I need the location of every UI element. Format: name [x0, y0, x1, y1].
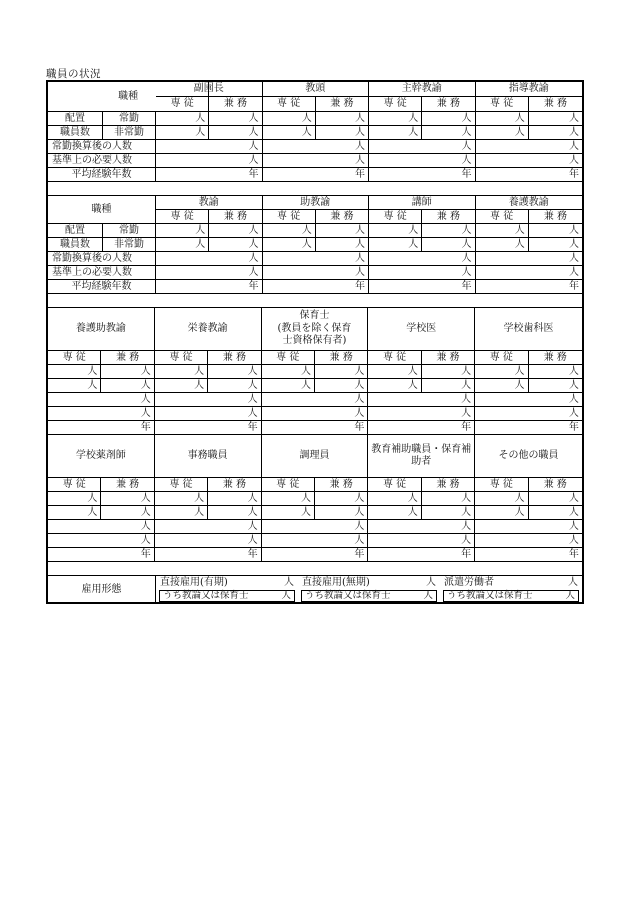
label-shokuinsu [48, 126, 156, 140]
cell: 人 [529, 126, 582, 140]
cell: 人 [263, 238, 316, 252]
cell: 人 [315, 365, 368, 379]
label-jokin: 常勤 [119, 224, 139, 236]
col-kenmu: 兼 務 [422, 478, 475, 492]
cell: 人 [369, 140, 476, 154]
cell: 人 [422, 379, 475, 393]
label-koyo-keitai: 雇用形態 [48, 576, 156, 603]
employment-grid [156, 576, 582, 603]
employment-item [156, 578, 298, 588]
hoikushi-line2: (教員を除く保育 [277, 322, 352, 334]
cell: 人 [475, 407, 582, 421]
employment-sub-item [443, 590, 579, 602]
employment-top-row [156, 576, 582, 589]
employment-sub-unit: 人 [281, 590, 291, 602]
cell: 年 [368, 421, 475, 435]
employment-item [440, 578, 582, 588]
cell: 人 [422, 365, 475, 379]
cell: 人 [208, 379, 261, 393]
col-kenmu: 兼 務 [101, 351, 154, 365]
cell: 人 [422, 224, 475, 238]
cell: 人 [369, 238, 422, 252]
cell: 人 [155, 534, 262, 548]
col-senju: 専 従 [263, 210, 316, 224]
role-header: 教頭 [263, 82, 370, 97]
employment-sub-label: うち教論又は保育士 [305, 590, 391, 602]
col-kenmu: 兼 務 [422, 97, 475, 112]
cell: 人 [475, 379, 528, 393]
col-senju: 専 従 [475, 351, 528, 365]
role-header: 養護教諭 [476, 196, 583, 210]
role-header: 講師 [369, 196, 476, 210]
col-kenmu: 兼 務 [209, 210, 262, 224]
cell: 人 [48, 520, 155, 534]
cell: 人 [209, 112, 262, 126]
cell: 人 [316, 112, 369, 126]
cell: 人 [476, 126, 529, 140]
cell: 人 [475, 393, 582, 407]
cell: 人 [156, 112, 209, 126]
cell: 人 [476, 154, 583, 168]
col-senju: 専 従 [48, 478, 101, 492]
col-senju: 専 従 [155, 478, 208, 492]
cell: 人 [209, 126, 262, 140]
cell: 人 [476, 252, 583, 266]
cell: 人 [262, 492, 315, 506]
employment-cells [156, 576, 582, 603]
cell: 人 [422, 112, 475, 126]
header-shokushu: 職種 [48, 82, 209, 112]
block-2 [48, 195, 582, 308]
employment-unit: 人 [284, 576, 294, 588]
label-hitsuyo: 基準上の必要人数 [48, 266, 156, 280]
cell: 人 [476, 112, 529, 126]
employment-sub-label: うち教論又は保育士 [447, 590, 533, 602]
cell: 人 [48, 492, 101, 506]
block-1 [48, 82, 582, 195]
cell: 人 [315, 492, 368, 506]
cell: 人 [48, 393, 155, 407]
col-senju: 専 従 [475, 478, 528, 492]
employment-unit: 人 [426, 576, 436, 588]
cell: 人 [368, 379, 421, 393]
col-kenmu: 兼 務 [422, 210, 475, 224]
col-kenmu: 兼 務 [315, 478, 368, 492]
cell: 人 [422, 492, 475, 506]
col-kenmu: 兼 務 [315, 351, 368, 365]
col-kenmu: 兼 務 [316, 97, 369, 112]
cell: 人 [529, 238, 582, 252]
cell: 年 [369, 280, 476, 294]
label-haichi-text: 配置 [48, 112, 103, 125]
cell: 人 [368, 520, 475, 534]
label-kansan: 常勤換算後の人数 [48, 140, 156, 154]
cell: 年 [475, 548, 582, 562]
employment-sub-item [159, 590, 295, 602]
cell: 人 [48, 365, 101, 379]
cell: 人 [263, 140, 370, 154]
label-keiken: 平均経験年数 [48, 280, 156, 294]
employment-item [298, 578, 440, 588]
cell: 人 [262, 534, 369, 548]
label-shokuinsu [48, 238, 156, 252]
cell: 人 [263, 266, 370, 280]
employment-sub-item [301, 590, 437, 602]
col-kenmu: 兼 務 [529, 210, 582, 224]
role-header: 学校医 [368, 308, 475, 351]
cell: 人 [155, 492, 208, 506]
cell: 人 [369, 266, 476, 280]
col-senju: 専 従 [262, 478, 315, 492]
role-header: その他の職員 [475, 435, 582, 478]
cell: 人 [263, 112, 316, 126]
employment-label: 直接雇用(無期) [302, 576, 370, 588]
col-senju: 専 従 [368, 351, 421, 365]
cell: 人 [369, 252, 476, 266]
cell: 人 [155, 393, 262, 407]
cell: 人 [529, 365, 582, 379]
cell: 人 [155, 520, 262, 534]
cell: 年 [368, 548, 475, 562]
cell: 年 [155, 421, 262, 435]
col-senju: 専 従 [263, 97, 316, 112]
role-header: 学校薬剤師 [48, 435, 155, 478]
cell: 人 [101, 506, 154, 520]
cell: 人 [155, 506, 208, 520]
col-kenmu: 兼 務 [101, 478, 154, 492]
cell: 人 [476, 140, 583, 154]
col-senju: 専 従 [476, 210, 529, 224]
staff-table [46, 80, 584, 604]
cell: 人 [422, 238, 475, 252]
cell: 人 [475, 506, 528, 520]
cell: 人 [155, 365, 208, 379]
cell: 人 [368, 534, 475, 548]
cell: 人 [262, 379, 315, 393]
label-kansan: 常勤換算後の人数 [48, 252, 156, 266]
cell: 人 [156, 140, 263, 154]
cell: 人 [368, 365, 421, 379]
col-kenmu: 兼 務 [209, 97, 262, 112]
role-header: 学校歯科医 [475, 308, 582, 351]
cell: 人 [316, 126, 369, 140]
cell: 人 [262, 393, 369, 407]
col-kenmu: 兼 務 [529, 97, 582, 112]
role-header: 養護助教諭 [48, 308, 155, 351]
label-hijokin: 非常勤 [114, 238, 144, 250]
cell: 人 [476, 224, 529, 238]
cell: 年 [262, 548, 369, 562]
cell: 人 [315, 379, 368, 393]
cell: 人 [208, 492, 261, 506]
employment-sub-unit: 人 [423, 590, 433, 602]
cell: 人 [369, 154, 476, 168]
col-kenmu: 兼 務 [529, 478, 582, 492]
cell: 人 [262, 520, 369, 534]
cell: 人 [156, 266, 263, 280]
hoikushi-line1: 保育士 [299, 310, 330, 322]
col-senju: 専 従 [476, 97, 529, 112]
cell: 年 [475, 421, 582, 435]
cell: 人 [422, 506, 475, 520]
cell: 人 [263, 126, 316, 140]
cell: 人 [475, 520, 582, 534]
page-title: 職員の状況 [46, 68, 101, 80]
cell: 人 [476, 266, 583, 280]
label-keiken: 平均経験年数 [48, 168, 156, 182]
col-senju: 専 従 [48, 351, 101, 365]
role-header: 事務職員 [155, 435, 262, 478]
employment-label: 派遣労働者 [444, 576, 494, 588]
col-senju: 専 従 [368, 478, 421, 492]
cell: 人 [262, 506, 315, 520]
cell: 人 [475, 534, 582, 548]
header-shokushu: 職種 [48, 196, 156, 224]
cell: 人 [368, 506, 421, 520]
employment-sub-unit: 人 [565, 590, 575, 602]
role-header: 主幹教諭 [369, 82, 476, 97]
cell: 人 [209, 238, 262, 252]
cell: 人 [209, 224, 262, 238]
cell: 人 [155, 407, 262, 421]
col-senju: 専 従 [156, 210, 209, 224]
cell: 人 [101, 492, 154, 506]
cell: 人 [369, 224, 422, 238]
role-header: 栄養教諭 [155, 308, 262, 351]
cell: 人 [476, 238, 529, 252]
cell: 人 [475, 365, 528, 379]
col-kenmu: 兼 務 [316, 210, 369, 224]
cell: 人 [156, 154, 263, 168]
cell: 人 [48, 534, 155, 548]
cell: 人 [368, 393, 475, 407]
cell: 人 [155, 379, 208, 393]
block-employment [48, 575, 582, 603]
cell: 人 [369, 112, 422, 126]
cell: 人 [156, 126, 209, 140]
role-header: 調理員 [262, 435, 369, 478]
cell: 人 [529, 224, 582, 238]
cell: 年 [262, 421, 369, 435]
col-senju: 専 従 [369, 97, 422, 112]
cell: 年 [155, 548, 262, 562]
role-header: 副園長 [156, 82, 263, 97]
role-header: 助教諭 [263, 196, 370, 210]
cell: 人 [368, 492, 421, 506]
col-senju: 専 従 [156, 97, 209, 112]
label-hitsuyo: 基準上の必要人数 [48, 154, 156, 168]
cell: 人 [208, 506, 261, 520]
cell: 年 [369, 168, 476, 182]
label-shokuinsu-text: 職員数 [48, 126, 103, 139]
cell: 人 [529, 112, 582, 126]
hoikushi-line3: 士資格保有者) [282, 335, 347, 347]
cell: 人 [101, 365, 154, 379]
cell: 人 [369, 126, 422, 140]
role-header-hoikushi [262, 308, 369, 351]
cell: 年 [48, 548, 155, 562]
cell: 人 [368, 407, 475, 421]
col-senju: 専 従 [155, 351, 208, 365]
label-jokin: 常勤 [119, 112, 139, 124]
cell: 人 [101, 379, 154, 393]
col-kenmu: 兼 務 [529, 351, 582, 365]
col-senju: 専 従 [369, 210, 422, 224]
role-header: 教諭 [156, 196, 263, 210]
cell: 年 [156, 168, 263, 182]
cell: 人 [48, 506, 101, 520]
role-header: 指導教諭 [476, 82, 583, 97]
cell: 人 [529, 379, 582, 393]
cell: 年 [263, 168, 370, 182]
label-haichi [48, 224, 156, 238]
cell: 人 [475, 492, 528, 506]
cell: 人 [316, 238, 369, 252]
cell: 人 [262, 365, 315, 379]
employment-label: 直接雇用(有期) [160, 576, 228, 588]
cell: 年 [263, 280, 370, 294]
cell: 年 [48, 421, 155, 435]
col-kenmu: 兼 務 [208, 478, 261, 492]
employment-unit: 人 [568, 576, 578, 588]
block-3 [48, 307, 582, 435]
employment-bottom-row [156, 589, 582, 603]
block-4 [48, 434, 582, 576]
cell: 人 [262, 407, 369, 421]
cell: 年 [156, 280, 263, 294]
label-hijokin: 非常勤 [114, 126, 144, 138]
cell: 人 [156, 224, 209, 238]
cell: 人 [422, 126, 475, 140]
cell: 人 [529, 492, 582, 506]
cell: 年 [476, 168, 583, 182]
cell: 人 [316, 224, 369, 238]
label-shokuinsu-text: 職員数 [48, 238, 103, 251]
cell: 人 [156, 238, 209, 252]
cell: 人 [156, 252, 263, 266]
role-header: 教育補助職員・保育補助者 [368, 435, 475, 478]
cell: 人 [48, 379, 101, 393]
cell: 人 [263, 252, 370, 266]
col-kenmu: 兼 務 [208, 351, 261, 365]
label-haichi [48, 112, 156, 126]
employment-sub-label: うち教論又は保育士 [163, 590, 249, 602]
col-senju: 専 従 [262, 351, 315, 365]
cell: 年 [476, 280, 583, 294]
cell: 人 [263, 154, 370, 168]
cell: 人 [263, 224, 316, 238]
label-haichi-text: 配置 [48, 224, 103, 237]
cell: 人 [208, 365, 261, 379]
cell: 人 [315, 506, 368, 520]
cell: 人 [48, 407, 155, 421]
col-kenmu: 兼 務 [422, 351, 475, 365]
cell: 人 [529, 506, 582, 520]
